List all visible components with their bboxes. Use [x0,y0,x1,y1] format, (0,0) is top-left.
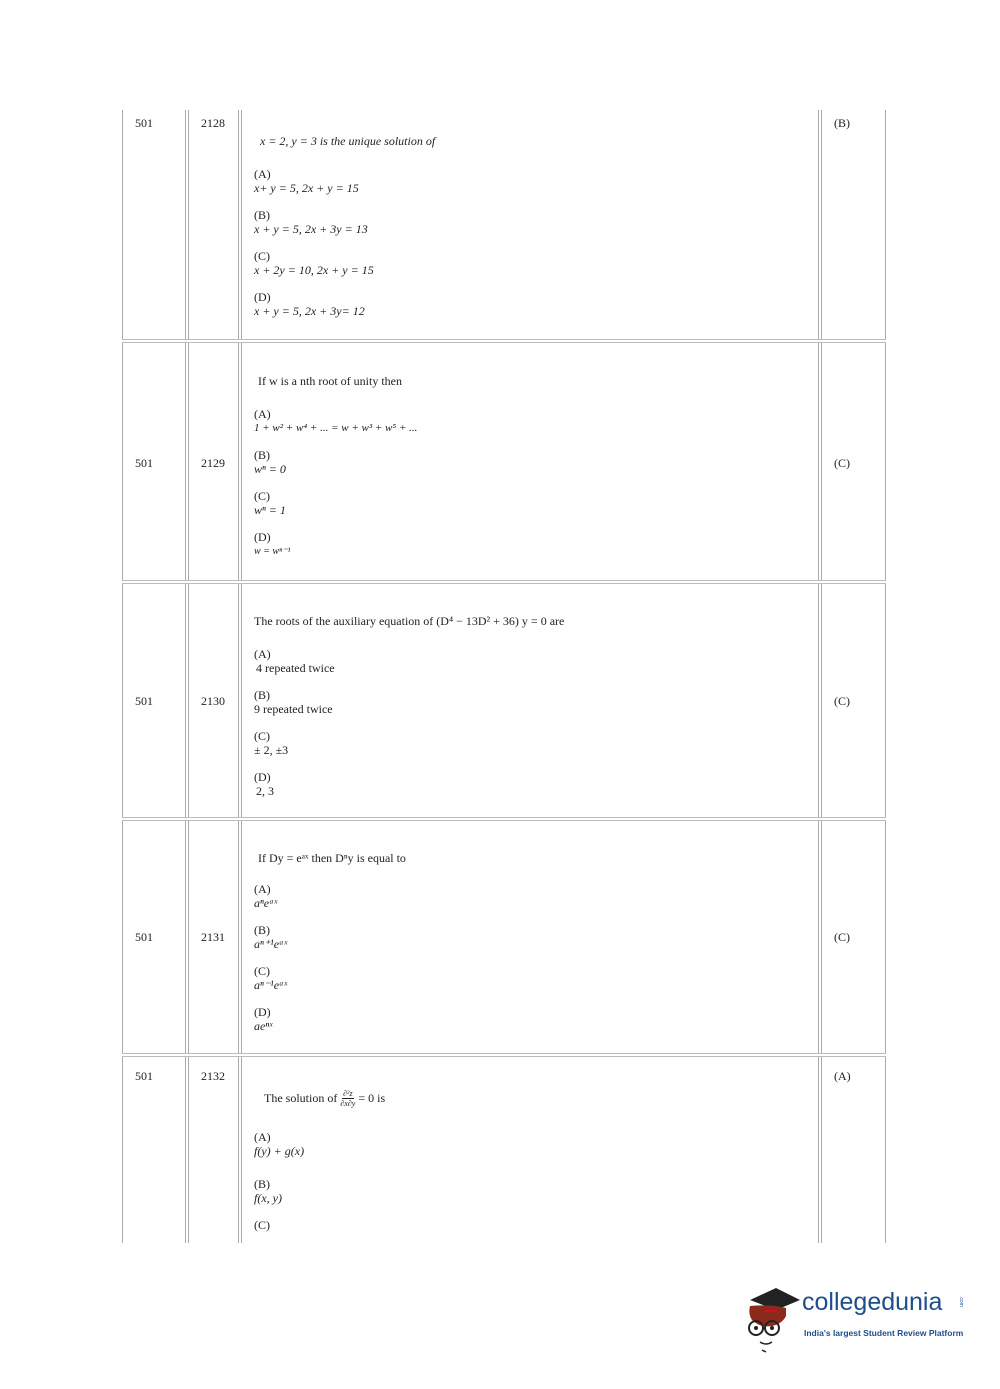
option-label: (B) [254,1177,270,1191]
option-b [254,208,818,237]
question-number-cell [188,343,239,580]
question-number: 2132 [201,1069,225,1083]
answer: (B) [834,116,850,130]
paper-code-cell [122,584,186,817]
option-label: (A) [254,1130,271,1144]
option-label: (C) [254,249,270,263]
question-text: x = 2, y = 3 is the unique solution of [260,134,436,148]
table-row [122,583,886,818]
question-cell [241,584,819,817]
fraction-denominator: ∂x∂y [340,1099,356,1108]
question-text: If w is a nth root of unity then [258,374,402,388]
answer-cell [821,1057,886,1243]
option-text: 4 repeated twice [256,661,335,675]
option-text: wⁿ = 0 [254,462,286,476]
table-row [122,1056,886,1243]
option-text: x+ y = 5, 2x + y = 15 [254,181,359,195]
option-text: x + 2y = 10, 2x + y = 15 [254,263,374,277]
option-b [254,1177,818,1206]
table-row [122,110,886,340]
mascot-icon [742,1284,804,1354]
option-label: (C) [254,964,270,978]
paper-code-cell [122,343,186,580]
question-cell [241,1057,819,1243]
option-d [254,290,818,319]
question-number: 2128 [201,116,225,130]
option-text: w = wⁿ⁻¹ [254,546,291,557]
logo-wordmark: collegedunia [802,1288,943,1316]
option-text: x + y = 5, 2x + 3y = 13 [254,222,368,236]
option-b [254,688,818,717]
answer: (C) [834,694,850,708]
answer-cell [821,584,886,817]
option-c [254,964,818,993]
option-label: (B) [254,448,270,462]
option-d [254,530,818,559]
question-number-cell [188,1057,239,1243]
option-label: (D) [254,530,271,544]
option-text: aⁿeᵃˣ [254,896,278,910]
option-c [254,729,818,758]
question-cell [241,343,819,580]
option-label: (D) [254,1005,271,1019]
option-text: aeⁿˣ [254,1019,273,1033]
option-label: (C) [254,1218,270,1232]
answer: (C) [834,930,850,944]
option-c [254,1218,818,1232]
option-text: f(x, y) [254,1191,282,1205]
paper-code-cell [122,1057,186,1243]
paper-code: 501 [135,456,153,470]
option-a [254,647,818,676]
table-row [122,820,886,1054]
option-text: 9 repeated twice [254,702,333,716]
option-label: (B) [254,208,270,222]
option-label: (D) [254,770,271,784]
option-d [254,1005,818,1034]
fraction [340,1089,355,1108]
answer-cell [821,821,886,1053]
collegedunia-logo[interactable] [742,1284,972,1354]
answer: (C) [834,456,850,470]
question-cell [241,821,819,1053]
question-number-cell [188,821,239,1053]
option-label: (C) [254,729,270,743]
question-suffix: = 0 is [358,1091,386,1105]
question-table [122,110,886,1243]
option-text: aⁿ⁻¹eᵃˣ [254,978,288,992]
option-text: aⁿ⁺¹eᵃˣ [254,937,288,951]
question-number-cell [188,110,239,339]
table-row [122,342,886,581]
question-number: 2131 [201,930,225,944]
paper-code: 501 [135,116,153,130]
option-text: 1 + w² + w⁴ + ... = w + w³ + w⁵ + ... [254,422,418,434]
option-label: (B) [254,688,270,702]
question-text: The roots of the auxiliary equation of (D⁴ − 13D² + 36) y = 0 are [254,614,565,628]
option-b [254,923,818,952]
option-label: (A) [254,167,271,181]
option-text: x + y = 5, 2x + 3y= 12 [254,304,365,318]
option-label: (D) [254,290,271,304]
option-text: wⁿ = 1 [254,503,286,517]
option-label: (A) [254,647,271,661]
option-label: (C) [254,489,270,503]
logo-domain: .com [958,1296,964,1307]
option-d [254,770,818,799]
option-a [254,1130,818,1159]
option-text: 2, 3 [256,784,274,798]
option-b [254,448,818,477]
paper-code-cell [122,110,186,339]
answer-cell [821,343,886,580]
option-a [254,407,818,436]
paper-code: 501 [135,1069,153,1083]
paper-code: 501 [135,930,153,944]
option-a [254,167,818,196]
question-text [254,1089,818,1108]
option-c [254,249,818,278]
question-number: 2129 [201,456,225,470]
option-c [254,489,818,518]
paper-code: 501 [135,694,153,708]
answer-cell [821,110,886,339]
paper-code-cell [122,821,186,1053]
answer: (A) [834,1069,851,1083]
option-label: (A) [254,882,271,896]
option-label: (B) [254,923,270,937]
question-cell [241,110,819,339]
question-text: If Dy = eᵃˣ then Dⁿy is equal to [258,851,406,865]
option-text: f(y) + g(x) [254,1144,305,1158]
question-prefix: The solution of [264,1091,338,1105]
option-text: ± 2, ±3 [254,743,289,757]
option-a [254,882,818,911]
option-label: (A) [254,407,271,421]
question-number: 2130 [201,694,225,708]
question-number-cell [188,584,239,817]
logo-tagline: India's largest Student Review Platform [804,1328,964,1338]
fraction-numerator: ∂²z [343,1089,353,1098]
